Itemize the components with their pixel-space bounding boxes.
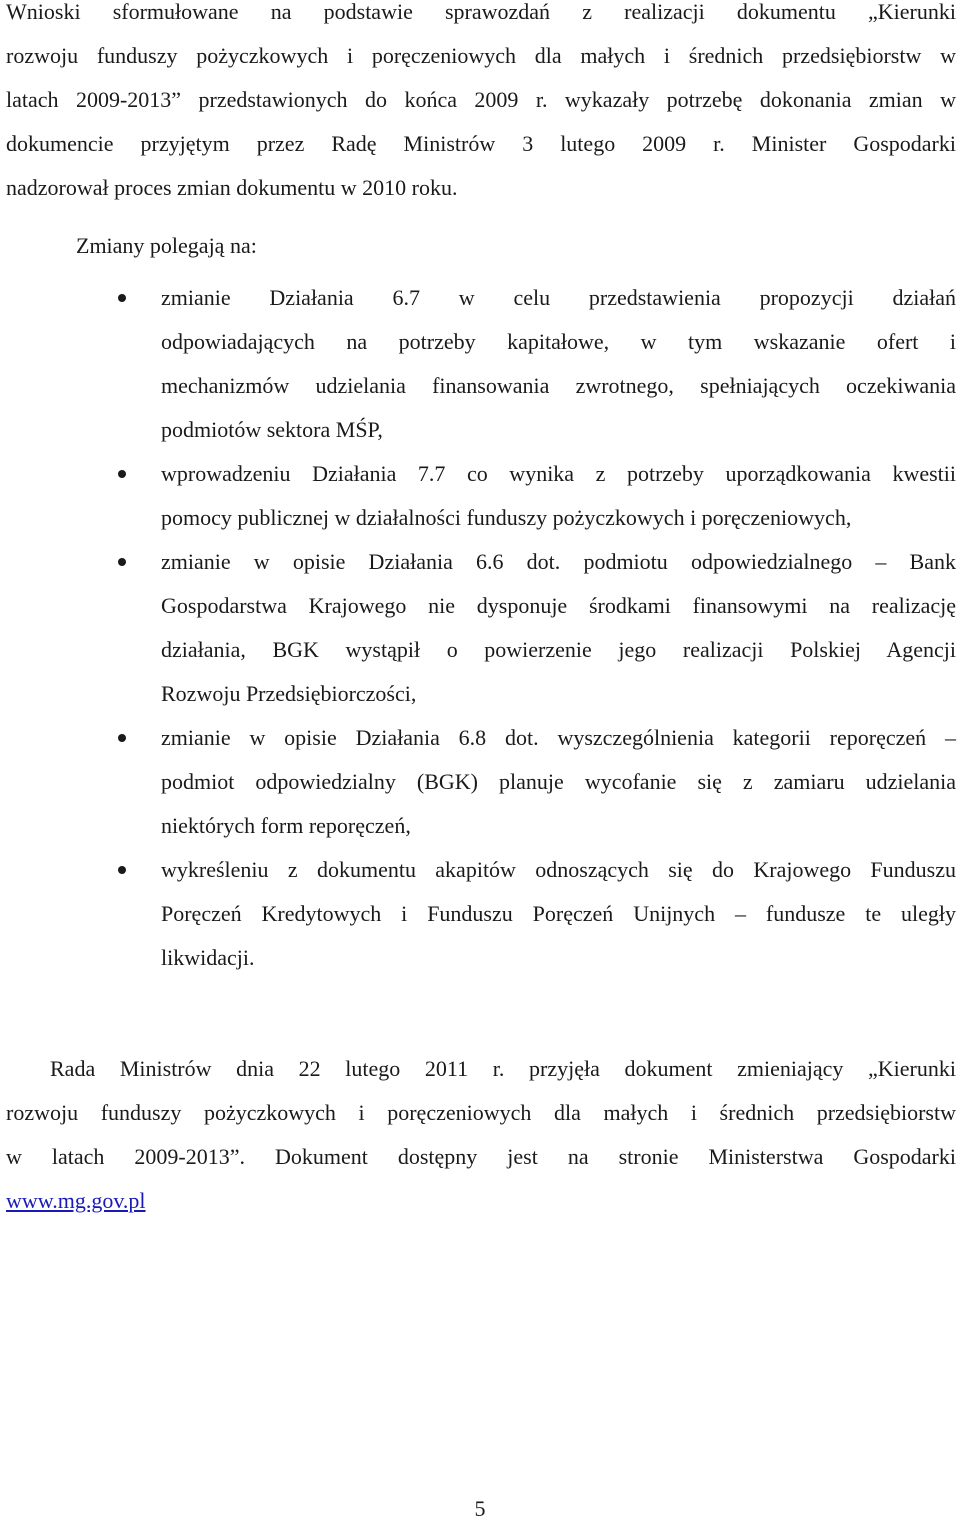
- closing-line: rozwoju funduszy pożyczkowych i poręczeniowych dla małych i średnich przedsiębiorstw: [6, 1100, 956, 1125]
- list-item: [0, 540, 956, 716]
- closing-link-line: [6, 1179, 956, 1223]
- bullet-icon: [118, 294, 126, 302]
- closing-line: w latach 2009-2013”. Dokument dostępny jest na stronie Ministerstwa Gospodarki: [6, 1144, 956, 1169]
- list-item-line: Poręczeń Kredytowych i Funduszu Poręczeń Unijnych – fundusze te uległy: [161, 901, 956, 926]
- list-item-line: zmianie w opisie Działania 6.8 dot. wyszczególnienia kategorii reporęczeń –: [161, 725, 956, 750]
- list-item-line: Gospodarstwa Krajowego nie dysponuje środkami finansowymi na realizację: [161, 593, 956, 618]
- list-item-line: zmianie w opisie Działania 6.6 dot. podmiotu odpowiedzialnego – Bank: [161, 549, 956, 574]
- bullet-icon: [118, 558, 126, 566]
- bullet-icon: [118, 866, 126, 874]
- list-item-line: odpowiadających na potrzeby kapitałowe, w tym wskazanie ofert i: [161, 329, 956, 354]
- bullet-icon: [118, 734, 126, 742]
- list-item-line: niektórych form reporęczeń,: [161, 813, 411, 838]
- intro-line: Wnioski sformułowane na podstawie sprawozdań z realizacji dokumentu „Kierunki: [6, 0, 956, 24]
- intro-line: latach 2009-2013” przedstawionych do końca 2009 r. wykazały potrzebę dokonania zmian w: [6, 87, 956, 112]
- list-item-line: likwidacji.: [161, 945, 255, 970]
- closing-paragraph: [6, 1047, 956, 1223]
- changes-lead-text: Zmiany polegają na:: [76, 233, 257, 258]
- list-item-line: zmianie Działania 6.7 w celu przedstawienia propozycji działań: [161, 285, 956, 310]
- page-number: 5: [474, 1496, 486, 1521]
- intro-line: rozwoju funduszy pożyczkowych i poręczeniowych dla małych i średnich przedsiębiorstw w: [6, 43, 956, 68]
- intro-line: dokumencie przyjętym przez Radę Ministrów 3 lutego 2009 r. Minister Gospodarki: [6, 131, 956, 156]
- list-item-line: Rozwoju Przedsiębiorczości,: [161, 681, 417, 706]
- list-item: [0, 716, 956, 848]
- list-item-line: mechanizmów udzielania finansowania zwrotnego, spełniających oczekiwania: [161, 373, 956, 398]
- list-item: [0, 452, 956, 540]
- list-item-line: podmiotów sektora MŚP,: [161, 417, 383, 442]
- list-item: [0, 848, 956, 980]
- list-item-line: wprowadzeniu Działania 7.7 co wynika z potrzeby uporządkowania kwestii: [161, 461, 956, 486]
- bullet-icon: [118, 470, 126, 478]
- list-item-line: działania, BGK wystąpił o powierzenie jego realizacji Polskiej Agencji: [161, 637, 956, 662]
- list-item: [0, 276, 956, 452]
- list-item-line: wykreśleniu z dokumentu akapitów odnoszących się do Krajowego Funduszu: [161, 857, 956, 882]
- intro-line: nadzorował proces zmian dokumentu w 2010 roku.: [6, 175, 458, 200]
- list-item-line: pomocy publicznej w działalności funduszy pożyczkowych i poręczeniowych,: [161, 505, 852, 530]
- changes-list: [0, 276, 960, 980]
- closing-line: Rada Ministrów dnia 22 lutego 2011 r. przyjęła dokument zmieniający „Kierunki: [50, 1056, 956, 1081]
- list-item-line: podmiot odpowiedzialny (BGK) planuje wycofanie się z zamiaru udzielania: [161, 769, 956, 794]
- intro-paragraph: [6, 0, 956, 210]
- ministry-website-link[interactable]: www.mg.gov.pl: [6, 1188, 146, 1213]
